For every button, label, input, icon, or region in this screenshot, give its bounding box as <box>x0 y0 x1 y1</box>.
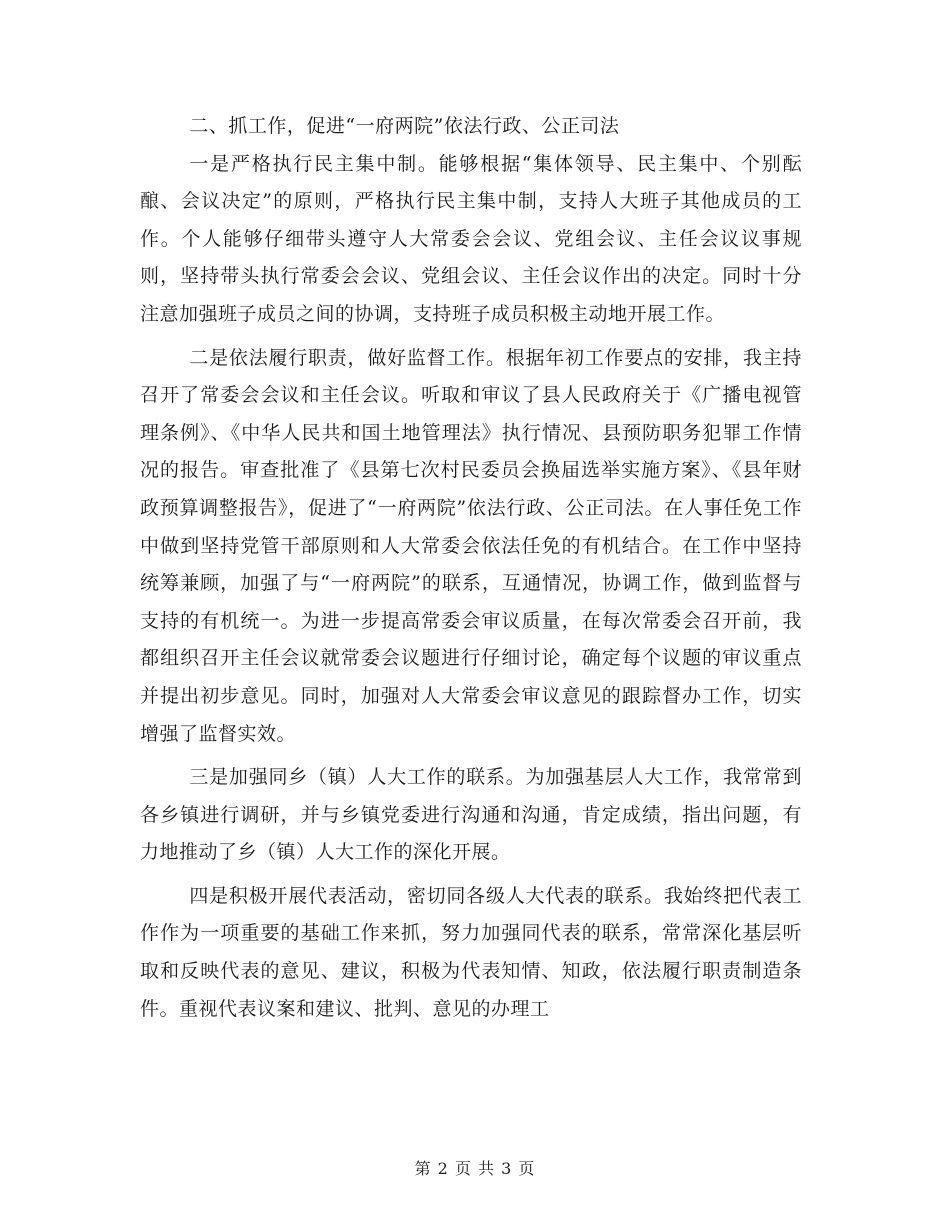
paragraph-2: 二是依法履行职责，做好监督工作。根据年初工作要点的安排，我主持召开了常委会会议和主任会议。听取和审议了县人民政府关于《广播电视管理条例》、《中华人民共和国土地管理法》执行情况、县预防职务犯罪工作情况的报告。审查批准了《县第七次村民委员会换届选举实施方案》、《县年财政预算调整报告》，促进了“一府两院”依法行政、公正司法。在人事任免工作中做到坚持党管干部原则和人大常委会依法任免的有机结合。在工作中坚持统筹兼顾，加强了与“一府两院”的联系，互通情况，协调工作，做到监督与支持的有机统一。为进一步提高常委会审议质量，在每次常委会召开前，我都组织召开主任会议就常委会议题进行仔细讨论，确定每个议题的审议重点并提出初步意见。同时，加强对人大常委会审议意见的跟踪督办工作，切实增强了监督实效。 <box>140 346 802 745</box>
paragraph-3: 三是加强同乡（镇）人大工作的联系。为加强基层人大工作，我常常到各乡镇进行调研，并与乡镇党委进行沟通和沟通，肯定成绩，指出问题，有力地推动了乡（镇）人大工作的深化开展。 <box>140 766 802 864</box>
page-footer: 第 2 页 共 3 页 <box>414 1159 536 1178</box>
paragraph-4: 四是积极开展代表活动，密切同各级人大代表的联系。我始终把代表工作作为一项重要的基础工作来抓，努力加强同代表的联系，常常深化基层听取和反映代表的意见、建议，积极为代表知情、知政，依法履行职责制造条件。重视代表议案和建议、批判、意见的办理工 <box>140 884 802 1020</box>
document-body <box>140 108 802 1028</box>
section-heading: 二、抓工作，促进“一府两院”依法行政、公正司法 <box>189 115 620 137</box>
paragraph-1: 一是严格执行民主集中制。能够根据“集体领导、民主集中、个别酝酿、会议决定”的原则，严格执行民主集中制，支持人大班子其他成员的工作。个人能够仔细带头遵守人大常委会会议、党组会议、主任会议议事规则，坚持带头执行常委会会议、党组会议、主任会议作出的决定。同时十分注意加强班子成员之间的协调，支持班子成员积极主动地开展工作。 <box>140 152 802 325</box>
